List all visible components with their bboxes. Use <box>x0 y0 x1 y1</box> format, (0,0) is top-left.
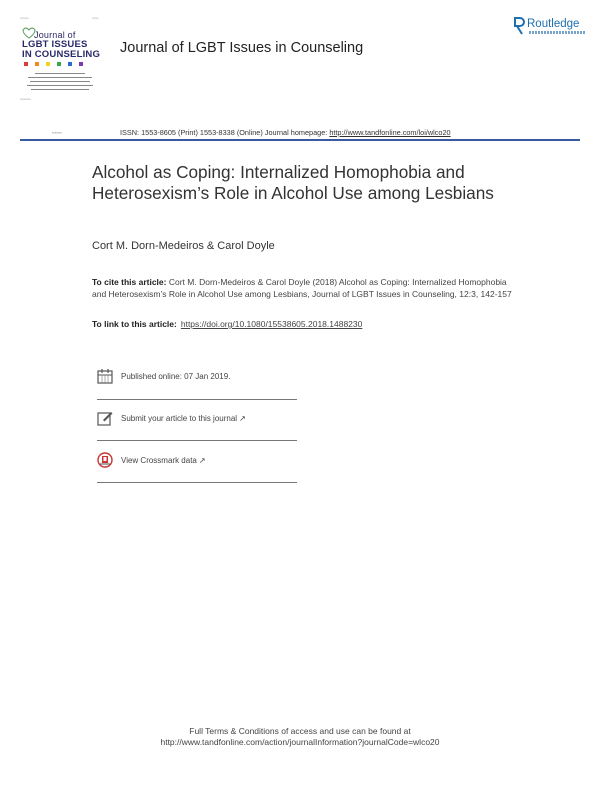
doi-row <box>92 319 362 329</box>
logo-title <box>22 30 100 60</box>
submit-row[interactable] <box>97 408 297 428</box>
logo-subtext <box>24 70 96 90</box>
cite-text: Cort M. Dorn-Medeiros & Carol Doyle (2018) Alcohol as Coping: Internalized Homophobia and Heterosexism’s Role in Alcohol Use among Lesbians, Journal of LGBT Issues in Counseling, 12:3, 142-157 <box>92 277 512 299</box>
publisher-name: Routledge <box>527 18 580 30</box>
logo-line-1: Journal of <box>34 30 76 40</box>
edit-icon <box>97 410 113 426</box>
link-label: To link to this article: <box>92 319 177 329</box>
submit-link[interactable]: Submit your article to this journal <box>121 413 238 423</box>
publisher-tagline <box>529 31 585 34</box>
cite-label: To cite this article: <box>92 277 167 287</box>
published-row <box>97 366 297 386</box>
homepage-link[interactable]: http://www.tandfonline.com/loi/wlco20 <box>329 128 451 137</box>
logo-line-3: IN COUNSELING <box>22 49 101 60</box>
crossmark-icon <box>97 452 113 468</box>
issn-line <box>120 128 451 137</box>
header-rule <box>20 139 580 141</box>
top-mark-right: ▪▪▪▪▪▪ <box>92 16 99 20</box>
dot-purple <box>79 62 83 66</box>
external-link-icon: ↗ <box>239 413 246 423</box>
footer <box>0 726 600 748</box>
top-mark-left: ▪▪▪▪▪▪▪▪ <box>20 16 29 20</box>
article-title: Alcohol as Coping: Internalized Homophobia and Heterosexism’s Role in Alcohol Use among Lesbians <box>92 162 494 203</box>
routledge-icon <box>512 16 526 41</box>
calendar-icon <box>97 368 113 384</box>
dot-yellow <box>46 62 50 66</box>
divider-1 <box>97 399 297 400</box>
logo-caption-mark: ▪▪▪▪▪▪▪▪▪▪ <box>20 97 31 101</box>
logo-color-dots <box>24 62 83 66</box>
issn-mark: ▪▪▪▪▪▪▪ <box>52 130 62 135</box>
footer-link[interactable]: http://www.tandfonline.com/action/journalInformation?journalCode=wlco20 <box>160 737 440 747</box>
external-link-icon-2: ↗ <box>198 455 206 465</box>
dot-green <box>57 62 61 66</box>
doi-link[interactable]: https://doi.org/10.1080/15538605.2018.1488230 <box>180 319 363 329</box>
published-text: Published online: 07 Jan 2019. <box>121 371 231 381</box>
crossmark-link[interactable]: View Crossmark data <box>121 455 197 465</box>
crossmark-row[interactable] <box>97 450 297 470</box>
footer-line-1: Full Terms & Conditions of access and use can be found at <box>189 726 411 736</box>
article-authors: Cort M. Dorn-Medeiros & Carol Doyle <box>92 240 275 252</box>
logo-line-2: LGBT ISSUES <box>22 39 88 50</box>
issn-text: ISSN: 1553-8605 (Print) 1553-8338 (Online) Journal homepage: <box>120 128 330 137</box>
dot-red <box>24 62 28 66</box>
dot-orange <box>35 62 39 66</box>
journal-name: Journal of LGBT Issues in Counseling <box>120 40 364 56</box>
divider-3 <box>97 482 297 483</box>
citation <box>92 277 512 300</box>
dot-blue <box>68 62 72 66</box>
divider-2 <box>97 440 297 441</box>
